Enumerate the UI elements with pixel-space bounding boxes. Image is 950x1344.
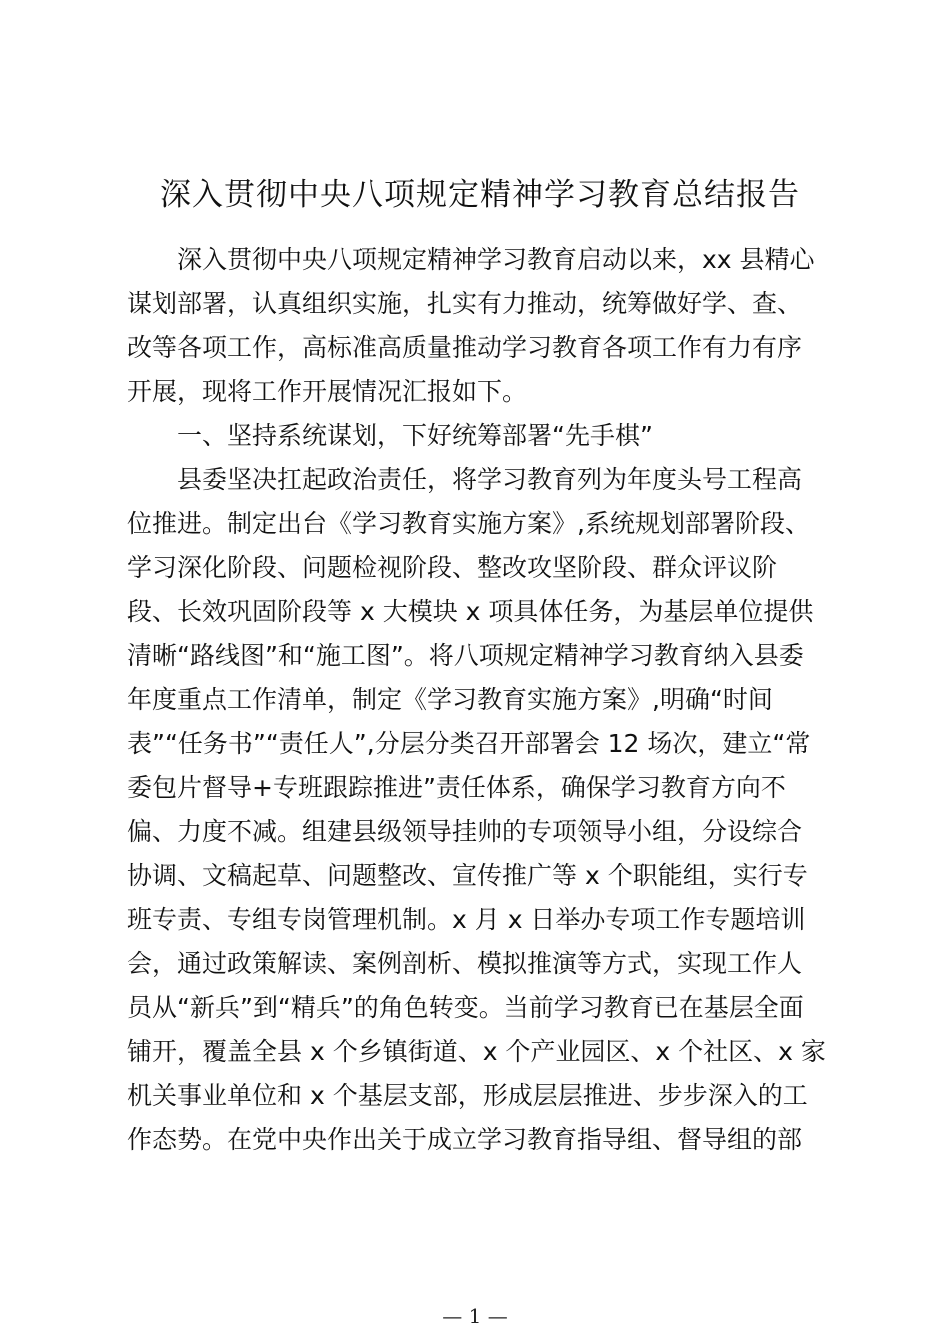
paragraph-2-line-5: 清晰“路线图”和“施工图”。将八项规定精神学习教育纳入县委	[127, 641, 804, 670]
paragraph-1-line-1: 深入贯彻中央八项规定精神学习教育启动以来，xx 县精心	[177, 245, 815, 274]
page-number: — 1 —	[442, 1304, 508, 1328]
paragraph-2-line-12: 会，通过政策解读、案例剖析、模拟推演等方式，实现工作人	[127, 949, 803, 978]
paragraph-2-line-10: 协调、文稿起草、问题整改、宣传推广等 x 个职能组，实行专	[127, 861, 808, 890]
paragraph-2-line-13: 员从“新兵”到“精兵”的角色转变。当前学习教育已在基层全面	[127, 993, 804, 1022]
document-title: 深入贯彻中央八项规定精神学习教育总结报告	[160, 177, 800, 213]
paragraph-2-line-15: 机关事业单位和 x 个基层支部，形成层层推进、步步深入的工	[127, 1081, 808, 1110]
paragraph-2-line-8: 委包片督导+专班跟踪推进”责任体系，确保学习教育方向不	[127, 773, 786, 802]
paragraph-2-line-14: 铺开，覆盖全县 x 个乡镇街道、x 个产业园区、x 个社区、x 家	[127, 1037, 826, 1066]
paragraph-1-line-3: 改等各项工作，高标准高质量推动学习教育各项工作有力有序	[127, 333, 803, 362]
paragraph-2-line-7: 表”“任务书”“责任人”,分层分类召开部署会 12 场次，建立“常	[127, 729, 811, 758]
paragraph-1-line-2: 谋划部署，认真组织实施，扎实有力推动，统筹做好学、查、	[127, 289, 803, 318]
paragraph-2-line-1: 县委坚决扛起政治责任，将学习教育列为年度头号工程高	[177, 465, 803, 494]
paragraph-2-line-16: 作态势。在党中央作出关于成立学习教育指导组、督导组的部	[127, 1125, 803, 1154]
paragraph-2-line-2: 位推进。制定出台《学习教育实施方案》,系统规划部署阶段、	[127, 509, 810, 538]
paragraph-2-line-3: 学习深化阶段、问题检视阶段、整改攻坚阶段、群众评议阶	[127, 553, 778, 582]
paragraph-2-line-9: 偏、力度不减。组建县级领导挂帅的专项领导小组，分设综合	[127, 817, 803, 846]
paragraph-1-line-4: 开展，现将工作开展情况汇报如下。	[127, 377, 528, 406]
paragraph-2-line-6: 年度重点工作清单，制定《学习教育实施方案》,明确“时间	[127, 685, 773, 714]
section-heading-1: 一、坚持系统谋划，下好统筹部署“先手棋”	[177, 421, 653, 450]
paragraph-2-line-4: 段、长效巩固阶段等 x 大模块 x 项具体任务，为基层单位提供	[127, 597, 814, 626]
paragraph-2-line-11: 班专责、专组专岗管理机制。x 月 x 日举办专项工作专题培训	[127, 905, 806, 934]
